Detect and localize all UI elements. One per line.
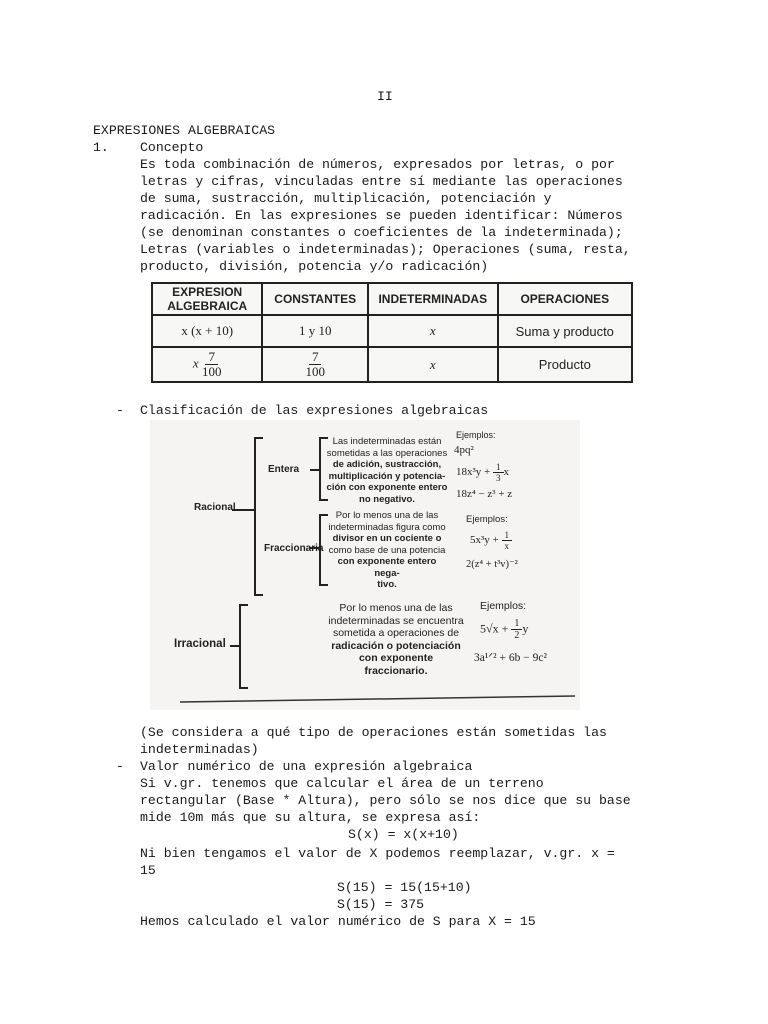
cell-expression: x (x + 10) (152, 315, 262, 347)
desc-line: con exponente entero nega- (337, 556, 437, 579)
fraction-numerator: 7 (205, 350, 218, 365)
replace-line: Ni bien tengamos el valor de X podemos reemplazar, v.gr. x = (140, 846, 615, 861)
replace-line: 15 (140, 863, 156, 878)
cell-operations: Suma y producto (498, 315, 632, 347)
header-operations: OPERACIONES (498, 283, 632, 315)
fraction-denominator: 100 (305, 364, 325, 379)
desc-line: con exponente fraccionario. (358, 652, 434, 677)
desc-line: sometida a operaciones de (332, 627, 460, 639)
note-line: (Se considera a qué tipo de operaciones están sometidas las (140, 725, 607, 740)
desc-line: de adición, sustracción, (332, 459, 442, 470)
concept-line: Es toda combinación de números, expresados por letras, o por (140, 157, 615, 172)
numeric-line: Si v.gr. tenemos que calcular el área de un terreno (140, 776, 544, 791)
example-part: 5x³y + (470, 534, 502, 547)
concept-line: Letras (variables o indeterminadas); Operaciones (suma, resta, (140, 242, 631, 257)
item-number: 1. (93, 140, 109, 155)
desc-line: no negativo. (359, 493, 415, 505)
example (480, 618, 528, 641)
desc-line: indeterminadas figura como (328, 521, 446, 533)
example-fraction (493, 462, 504, 483)
concept-line: letras y cifras, vinculadas entre sí mediante las operaciones (140, 174, 623, 189)
examples-label: Ejemplos: (466, 514, 508, 525)
conclusion: Hemos calculado el valor numérico de S para X = 15 (140, 914, 536, 929)
concept-line: (se denominan constantes o coeficientes de la indeterminada); (140, 225, 623, 240)
example (470, 530, 512, 551)
bullet-marker: - (116, 759, 124, 774)
desc-line: radicación o potenciación (331, 639, 461, 652)
fraction-denominator: 2 (514, 630, 520, 641)
fraccionaria-description (324, 510, 450, 591)
page-number: II (377, 89, 393, 104)
formula: S(15) = 375 (337, 897, 425, 912)
label-entera: Entera (268, 464, 300, 475)
fraction-numerator: 7 (309, 350, 322, 365)
desc-line: multiplicación y potencia- (328, 470, 446, 482)
desc-line: divisor en un cociente o (332, 533, 442, 544)
table-row (152, 347, 632, 382)
example: 2(z⁴ + t³v)⁻² (466, 559, 518, 570)
cell-indeterminate: x (368, 347, 498, 382)
cell-constants (262, 347, 368, 382)
table-row (152, 315, 632, 347)
fraction-numerator: 1 (511, 618, 522, 630)
fraction-numerator: 1 (493, 462, 504, 473)
item-title: Concepto (140, 140, 204, 155)
examples-label: Ejemplos: (480, 600, 527, 612)
entera-description (324, 436, 450, 505)
example (456, 462, 509, 483)
numeric-value-title: Valor numérico de una expresión algebraica (140, 759, 473, 774)
fraction-denominator: 3 (496, 473, 501, 483)
formula: S(x) = x(x+10) (348, 827, 459, 842)
constants-fraction (305, 350, 325, 379)
classification-title: Clasificación de las expresiones algebraicas (140, 403, 489, 418)
concept-line: producto, división, potencia y/o radicación) (140, 259, 489, 274)
cell-expression (152, 347, 262, 382)
example: 4pq² (454, 444, 474, 456)
fraction-denominator: 100 (201, 364, 222, 379)
label-fraccionaria: Fraccionaria (264, 543, 324, 554)
example-part: x (503, 466, 510, 479)
concept-line: de suma, sustracción, multiplicación, potenciación y (140, 191, 552, 206)
section-title: EXPRESIONES ALGEBRAICAS (93, 123, 276, 138)
cell-indeterminate: x (368, 315, 498, 347)
desc-line: Las indeterminadas están (332, 436, 442, 447)
example-fraction (502, 530, 513, 551)
fraction-numerator: 1 (502, 530, 513, 541)
desc-line: tivo. (377, 579, 397, 590)
desc-line: sometidas a las operaciones (326, 447, 448, 459)
concept-line: radicación. En las expresiones se pueden identificar: Números (140, 208, 623, 223)
fraction-denominator: x (504, 541, 510, 551)
irracional-description (326, 602, 466, 677)
expr-fraction (202, 350, 222, 379)
example-part: 18x³y + (456, 466, 494, 479)
desc-line: ción con exponente entero (326, 482, 448, 493)
expressions-table (151, 282, 633, 383)
label-irracional: Irracional (174, 638, 226, 650)
note-line: indeterminadas) (140, 742, 259, 757)
desc-line: indeterminadas se encuentra (328, 614, 464, 627)
example: 3a¹ᐟ² + 6b − 9c² (474, 652, 547, 664)
cell-constants: 1 y 10 (262, 315, 368, 347)
cell-operations: Producto (498, 347, 632, 382)
header-expression: EXPRESION ALGEBRAICA (152, 283, 262, 315)
numeric-line: rectangular (Base * Altura), pero sólo se nos dice que su base (140, 793, 631, 808)
example-part: 5√x + (480, 621, 512, 636)
header-constants: CONSTANTES (262, 283, 368, 315)
desc-line: Por lo menos una de las (339, 602, 453, 614)
example-part: y (522, 621, 529, 636)
numeric-line: mide 10m más que su altura, se expresa así: (140, 810, 481, 825)
classification-figure (150, 420, 580, 710)
header-indeterminate: INDETERMINADAS (368, 283, 498, 315)
formula: S(15) = 15(15+10) (337, 880, 472, 895)
expr-prefix: x (192, 355, 199, 371)
label-racional: Racional (194, 502, 236, 513)
bullet-marker: - (116, 403, 124, 418)
examples-label: Ejemplos: (456, 430, 496, 440)
desc-line: como base de una potencia (328, 544, 446, 556)
example: 18z⁴ − z³ + z (456, 488, 513, 500)
example-fraction (511, 618, 522, 641)
desc-line: Por lo menos una de las (335, 510, 439, 521)
